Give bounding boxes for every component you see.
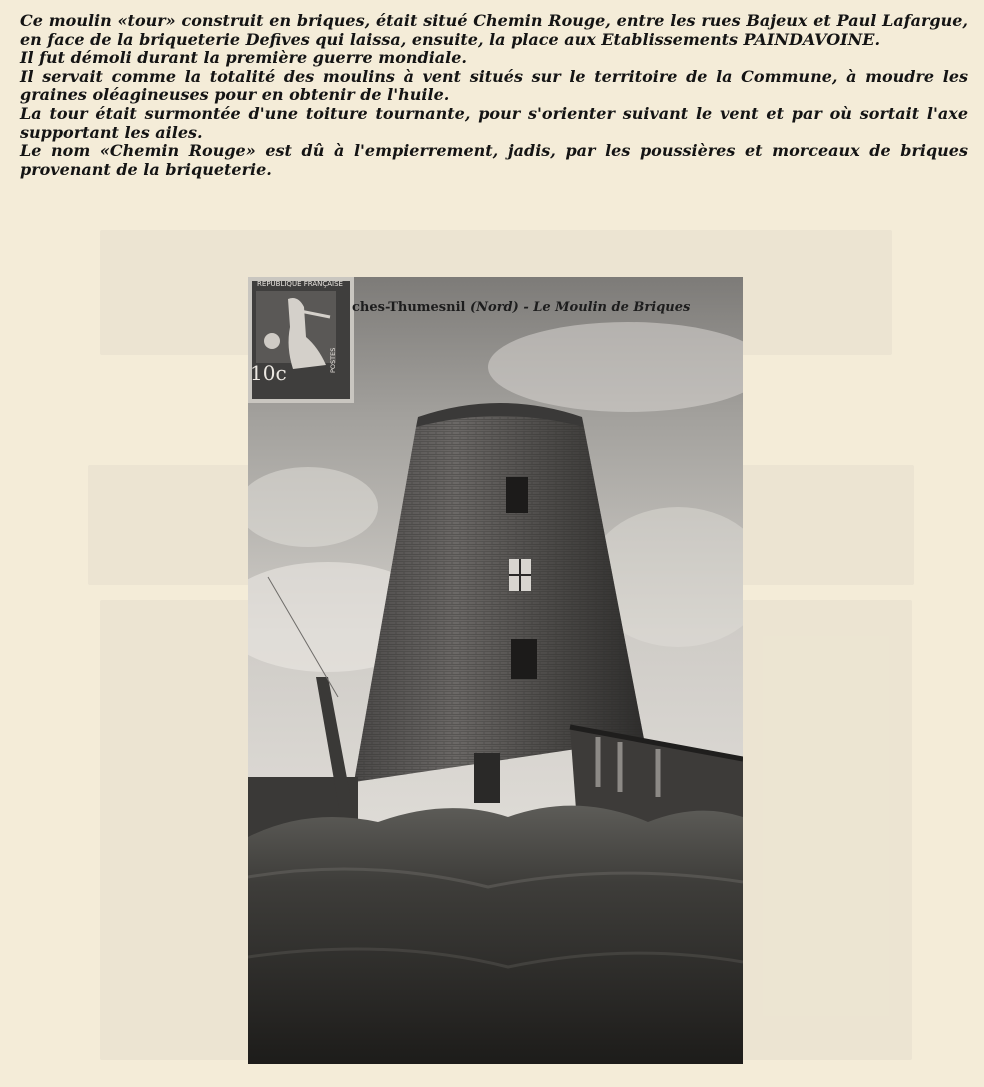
paragraph-demolition: Il fut démoli durant la première guerre mondiale. (20, 48, 467, 68)
caption-subject: - Le Moulin de Briques (523, 300, 691, 315)
tower-window (511, 639, 537, 679)
stamp-service: POSTES (329, 347, 337, 373)
caption-place: ches-Thumesnil (352, 300, 466, 315)
caption-region: (Nord) (469, 300, 519, 315)
postcard-caption (352, 300, 690, 315)
postage-stamp (248, 277, 354, 403)
stamp-value: 10c (250, 361, 287, 385)
paragraph-roof: La tour était surmontée d'une toiture tournante, pour s'orienter suivant le vent et par où sortait l'axe supportant les ailes. (20, 103, 968, 142)
tower-window (506, 477, 528, 513)
paragraph-name-origin: Le nom «Chemin Rouge» est dû à l'empierrement, jadis, par les poussières et morceaux de briques provenant de la briqueterie. (20, 141, 968, 179)
stamp-country: REPUBLIQUE FRANÇAISE (257, 280, 343, 288)
paragraph-purpose: Il servait comme la totalité des moulins à vent situés sur le territoire de la Commune, à moudre les graines oléagineuses pour en obtenir de l'huile. (20, 66, 968, 105)
tower-door (474, 753, 500, 803)
article-text (20, 12, 968, 179)
paragraph-location: Ce moulin «tour» construit en briques, était situé Chemin Rouge, entre les rues Bajeux et Paul Lafargue, en face de la briqueterie Defives qui laissa, ensuite, la place aux Etablissements PAINDAVOINE. (20, 11, 968, 49)
